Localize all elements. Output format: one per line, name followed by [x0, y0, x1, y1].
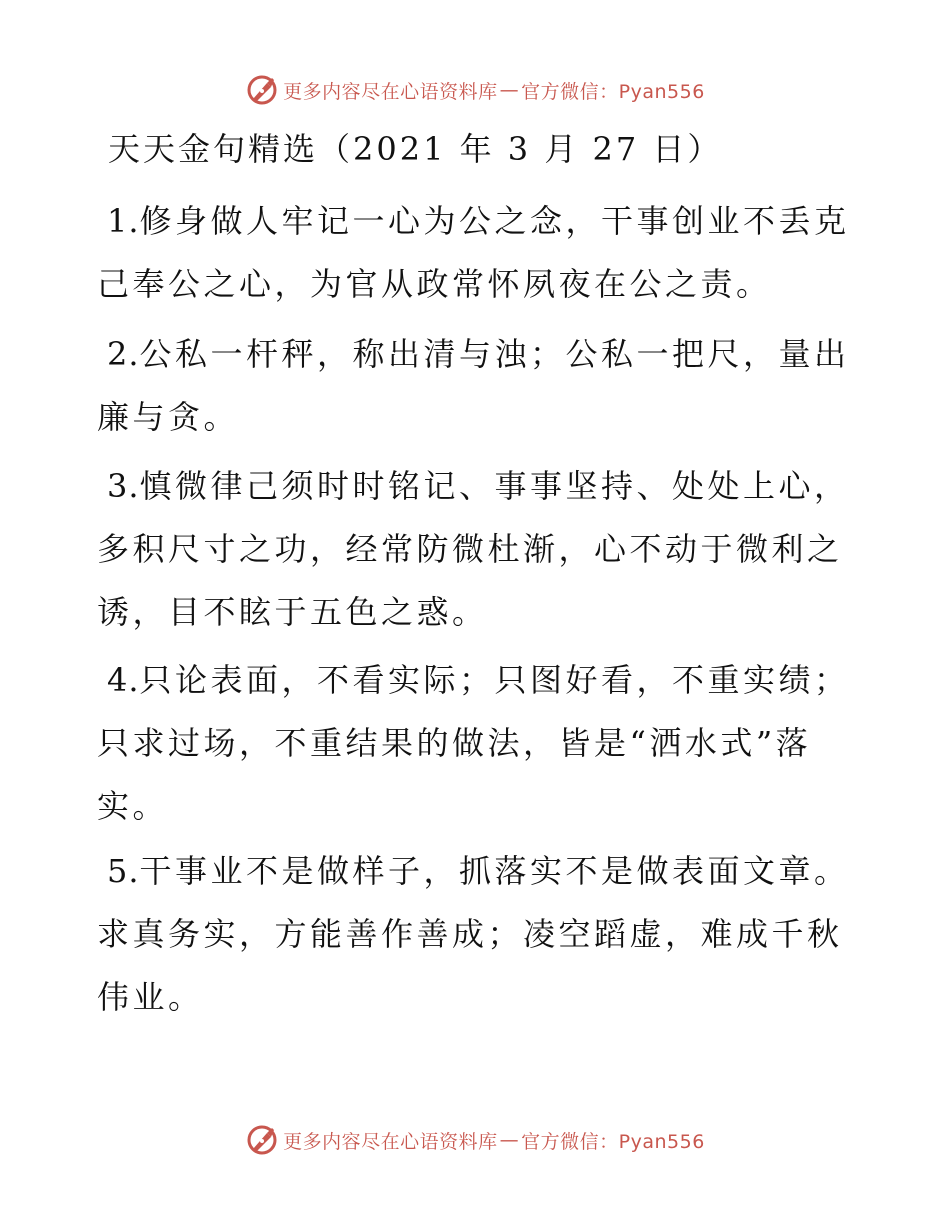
quote-number: 3. — [107, 467, 140, 505]
header-watermark-banner — [0, 70, 950, 110]
quote-number: 4. — [107, 661, 140, 699]
quote-text: 慎微律己须时时铭记、事事坚持、处处上心，多积尺寸之功，经常防微杜渐，心不动于微利之诱，目不眩于五色之惑。 — [97, 467, 850, 631]
quote-item-2 — [97, 323, 857, 449]
quote-item-4 — [97, 649, 857, 838]
banner-site-text: 更多内容尽在心语资料库 — [283, 80, 498, 103]
quote-text: 修身做人牢记一心为公之念，干事创业不丢克己奉公之心，为官从政常怀夙夜在公之责。 — [97, 202, 850, 303]
banner-site-text: 更多内容尽在心语资料库 — [283, 1130, 498, 1153]
banner-contact-text: 官方微信：Pyan556 — [521, 1130, 705, 1153]
footer-watermark-banner — [0, 1120, 950, 1160]
banner-separator: — — [499, 1129, 520, 1151]
quote-item-1 — [97, 190, 857, 316]
quote-number: 5. — [107, 852, 140, 890]
document-title: 天天金句精选（2021 年 3 月 27 日） — [108, 130, 723, 168]
quote-text: 公私一杆秤，称出清与浊；公私一把尺，量出廉与贪。 — [97, 335, 850, 436]
banner-separator: — — [499, 79, 520, 101]
quote-text: 只论表面，不看实际；只图好看，不重实绩；只求过场，不重结果的做法，皆是“洒水式”落实。 — [97, 661, 850, 825]
quote-item-3 — [97, 455, 857, 644]
quote-number: 1. — [107, 202, 140, 240]
banner-contact-text: 官方微信：Pyan556 — [521, 80, 705, 103]
pen-nib-logo-icon — [245, 1123, 279, 1157]
pen-nib-logo-icon — [245, 73, 279, 107]
quote-text: 干事业不是做样子，抓落实不是做表面文章。求真务实，方能善作善成；凌空蹈虚，难成千秋伟业。 — [97, 852, 850, 1016]
quote-number: 2. — [107, 335, 140, 373]
quote-item-5 — [97, 840, 857, 1029]
